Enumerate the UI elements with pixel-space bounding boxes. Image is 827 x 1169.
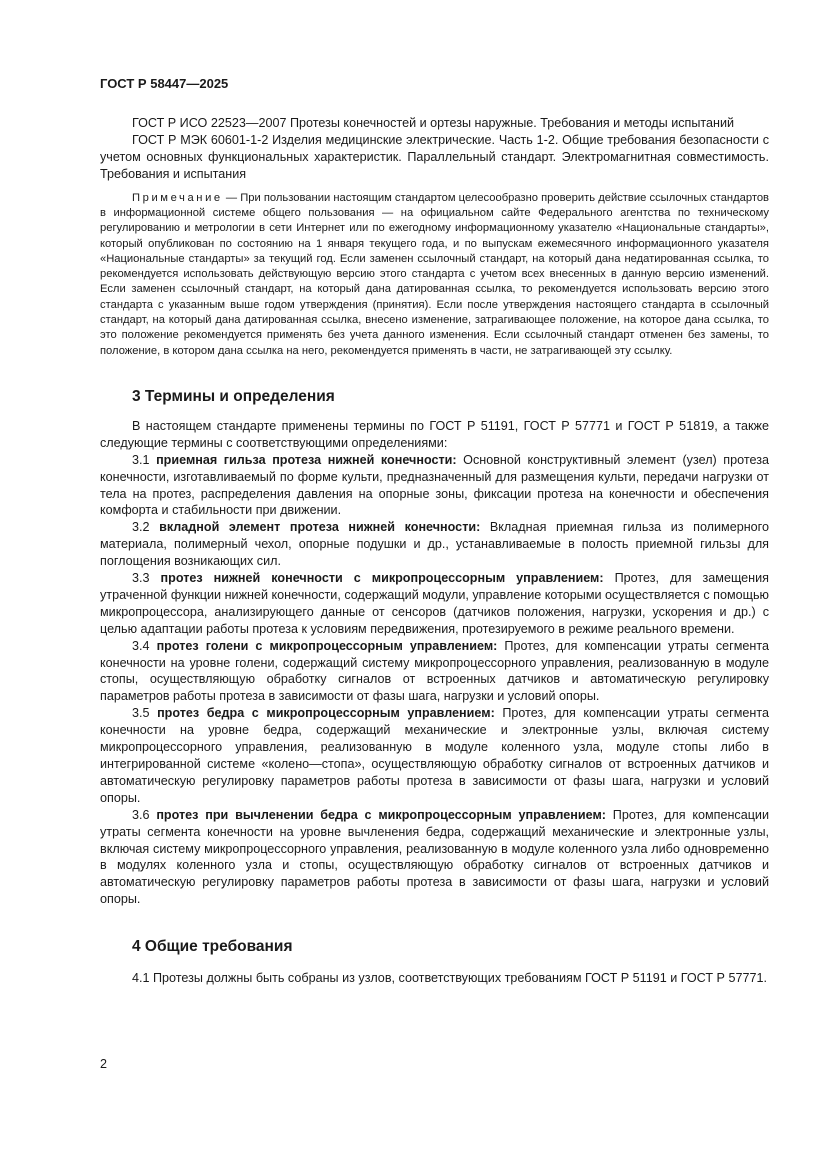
section-4-paragraph-1: 4.1 Протезы должны быть собраны из узлов, соответствующих требованиям ГОСТ Р 51191 и ГОСТ Р 57771. [132,971,767,986]
note-paragraph [100,191,769,359]
term-name: вкладной элемент протеза нижней конечности: [159,520,481,535]
term-definition-3-6 [100,807,769,908]
term-number: 3.5 [132,706,158,721]
term-definition: Протез, для замещения утраченной функции нижней конечности, содержащий модули, управление которыми осуществляется с помощью микропроцессора, анализирующего данные от сенсоров (датчиков положения, нагрузки, ускорения и др.) с целью адаптации работы протеза к условиям передвижения, протезируемого в режиме реального времени. [100,571,769,636]
term-name: протез при вычленении бедра с микропроцессорным управлением: [156,807,606,822]
section-3-intro: В настоящем стандарте применены термины по ГОСТ Р 51191, ГОСТ Р 57771 и ГОСТ Р 51819, а также следующие термины с соответствующими определениями: [100,418,769,450]
term-number: 3.4 [132,638,157,653]
page-body [100,115,769,987]
section-4-heading: 4 Общие требования [132,938,293,956]
term-name: протез голени с микропроцессорным управлением: [156,638,498,653]
term-definition-3-4 [100,638,769,706]
reference-item: ГОСТ Р МЭК 60601-1-2 Изделия медицинские электрические. Часть 1-2. Общие требования безопасности с учетом основных функциональных характеристик. Параллельный стандарт. Электромагнитная совместимость. Требования и испытания [100,132,769,181]
term-definition: Вкладная приемная гильза из полимерного материала, полимерный чехол, опорные подушки и др., устанавливаемые в полость приемной гильзы для поглощения возникающих сил. [100,520,769,569]
section-3-heading: 3 Термины и определения [132,387,335,405]
term-number: 3.6 [132,807,157,822]
term-name: протез бедра с микропроцессорным управлением: [157,706,495,721]
term-definition: Основной конструктивный элемент (узел) протеза конечности, изготавливаемый по форме культи, предназначенный для размещения культи, передачи нагрузки от тела на протез, распределения давления на опорные зоны, фиксации протеза на конечности и обеспечения комфорта и стабильности при движении. [100,452,769,518]
term-number: 3.1 [132,452,157,467]
term-definition: Протез, для компенсации утраты сегмента конечности на уровне вычленения бедра, содержащий механические и электронные узлы, включая систему микропроцессорного управления, реализованную в модуле коленного узла либо одновременно в модулях коленного узла и стопы, осуществляющую обработку сигналов от встроенных датчиков и автоматическую регулировку параметров работы протеза в зависимости от фазы шага, нагрузки и условий опоры. [100,807,769,907]
term-definition-3-3 [100,570,769,638]
term-definition-3-5 [100,705,769,806]
term-number: 3.3 [132,571,161,586]
term-name: протез нижней конечности с микропроцессорным управлением: [160,571,604,586]
note-text: — При пользовании настоящим стандартом целесообразно проверить действие ссылочных стандартов в информационной системе общего пользования — на официальном сайте Федерального агентства по техническому регулированию и метрологии в сети Интернет или по ежегодному информационному указателю «Национальные стандарты», который опубликован по состоянию на 1 января текущего года, и по выпускам ежемесячного информационного указателя «Национальные стандарты» за текущий год. Если заменен ссылочный стандарт, на который дана недатированная ссылка, то рекомендуется использовать действующую версию этого стандарта с учетом всех внесенных в данную версию изменений. Если заменен ссылочный стандарт, на который дана датированная ссылка, то рекомендуется использовать версию этого стандарта с указанным выше годом утверждения (принятия). Если после утверждения настоящего стандарта в ссылочный стандарт, на который дана датированная ссылка, внесено изменение, затрагивающее положение, на которое дана ссылка, то это положение рекомендуется применять без учета данного изменения. Если ссылочный стандарт отменен без замены, то положение, в котором дана ссылка на него, рекомендуется применять в части, не затрагивающей эту ссылку. [100,191,769,357]
term-definition: Протез, для компенсации утраты сегмента конечности на уровне голени, содержащий систему микропроцессорного управления, реализованную в модуле стопы, осуществляющую обработку сигналов от встроенных датчиков и автоматическую регулировку параметров работы протеза в зависимости от фазы шага, нагрузки и условий опоры. [100,638,769,704]
term-definition: Протез, для компенсации утраты сегмента конечности на уровне бедра, содержащий механические и электронные узлы, включая систему микропроцессорного управления, реализованную в модуле коленного узла, модуле стопы либо в интегрированной системе «колено—стопа», осуществляющую обработку сигналов от встроенных датчиков и автоматическую регулировку параметров работы протеза в зависимости от фазы шага, нагрузки и условий опоры. [100,706,769,805]
term-definition-3-1 [100,452,769,520]
page-number: 2 [100,1057,108,1071]
reference-item: ГОСТ Р ИСО 22523—2007 Протезы конечностей и ортезы наружные. Требования и методы испытаний [132,116,735,130]
term-number: 3.2 [132,520,160,535]
running-header: ГОСТ Р 58447—2025 [100,76,229,91]
term-definition-3-2 [100,519,769,570]
term-name: приемная гильза протеза нижней конечности: [156,452,457,467]
note-label: Примечание [132,191,223,204]
